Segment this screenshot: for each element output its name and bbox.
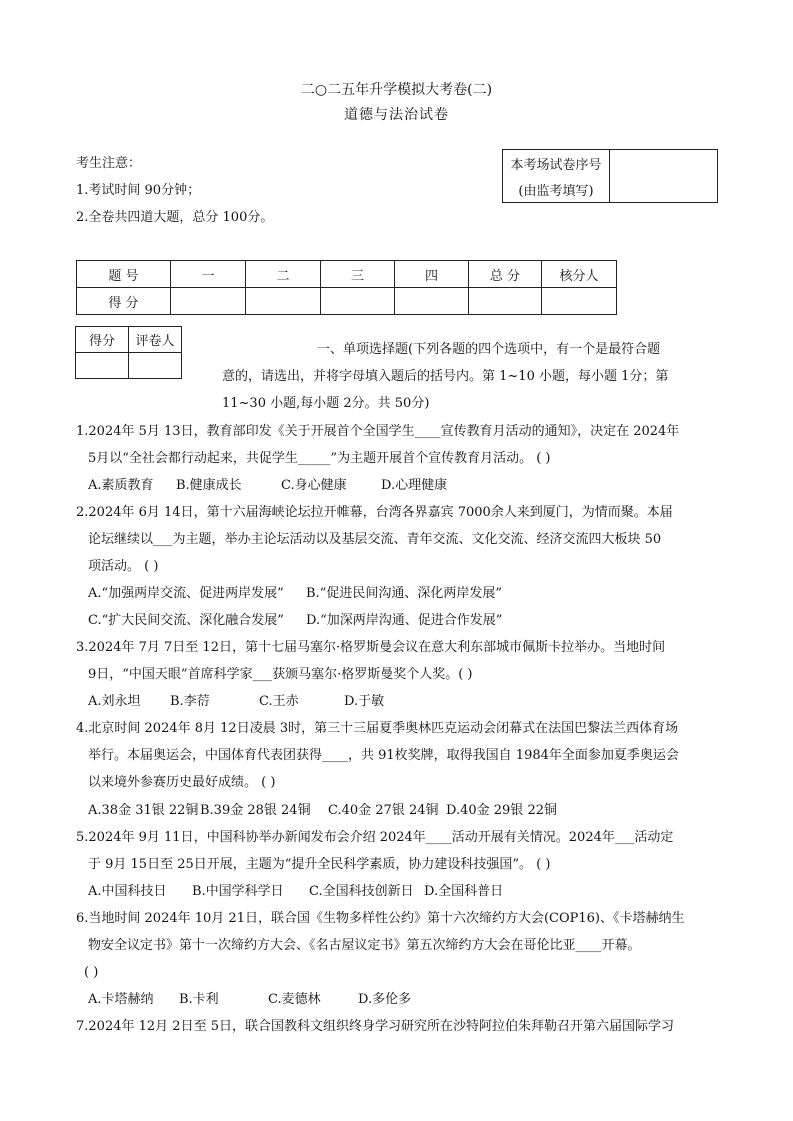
question-5-line: 5.2024年 9月 11日，中国科协举办新闻发布会介绍 2024年____活动开展有关情况。2024年___活动定 <box>76 830 674 845</box>
score-table <box>76 260 617 315</box>
option-b[interactable]: B.39金 28银 24铜 <box>200 803 311 818</box>
exam-subject: 道德与法治试卷 <box>344 107 449 123</box>
option-c[interactable]: C.40金 27银 24铜 <box>328 803 439 818</box>
question-2-line: 项活动。 ( ) <box>88 559 159 574</box>
option-b[interactable]: B.“促进民间沟通、深化两岸发展” <box>306 586 502 601</box>
score-header-cell: 题 号 <box>77 261 171 288</box>
score-header-cell: 一 <box>171 261 246 288</box>
score-cell[interactable] <box>171 288 246 315</box>
option-b[interactable]: B.健康成长 <box>176 478 242 493</box>
question-2-line: 论坛继续以___为主题，举办主论坛活动以及基层交流、青年交流、文化交流、经济交流四大板块 50 <box>88 532 662 547</box>
grader-score-field[interactable] <box>76 353 129 379</box>
question-2-options <box>88 584 502 604</box>
grader-name-label: 评卷人 <box>129 327 182 353</box>
question-4-line: 4.北京时间 2024年 8月 12日凌晨 3时，第三十三届夏季奥林匹克运动会闭幕式在法国巴黎法兰西体育场 <box>76 721 679 736</box>
section1-heading-line: 意的，请选出，并将字母填入题后的括号内。第 1~10 小题，每小题 1分；第 <box>222 369 669 384</box>
question-6-line: ( ) <box>84 965 99 980</box>
option-d[interactable]: D.心理健康 <box>381 478 448 493</box>
score-cell[interactable] <box>542 288 617 315</box>
option-c[interactable]: C.麦德林 <box>268 992 321 1007</box>
option-c[interactable]: C.身心健康 <box>281 478 347 493</box>
option-a[interactable]: A.刘永坦 <box>88 694 141 709</box>
score-header-cell: 二 <box>246 261 321 288</box>
score-cell[interactable] <box>395 288 469 315</box>
question-4-options <box>88 801 557 821</box>
serial-label-line1: 本考场试卷序号 <box>503 150 610 177</box>
option-d[interactable]: D.全国科普日 <box>424 884 504 899</box>
notice-item: 1.考试时间 90分钟； <box>76 183 201 198</box>
question-6-line: 物安全议定书》第十一次缔约方大会、《名古屋议定书》第五次缔约方大会在哥伦比亚____开幕。 <box>88 938 641 953</box>
question-4-line: 以来境外参赛历史最好成绩。 ( ) <box>88 775 276 790</box>
score-table-header-row <box>77 261 617 288</box>
score-header-cell: 总 分 <box>469 261 542 288</box>
question-3-options <box>88 692 384 712</box>
option-b[interactable]: B.中国学科学日 <box>192 884 284 899</box>
option-d[interactable]: D.“加深两岸沟通、促进合作发展” <box>306 613 503 628</box>
serial-number-box <box>502 149 718 203</box>
option-b[interactable]: B.李葕 <box>170 694 210 709</box>
option-d[interactable]: D.多伦多 <box>358 992 412 1007</box>
score-table-score-row <box>77 288 617 315</box>
option-b[interactable]: B.卡利 <box>179 992 219 1007</box>
notice-heading: 考生注意： <box>76 156 142 171</box>
option-a[interactable]: A.中国科技日 <box>88 884 167 899</box>
section1-heading-line: 一、单项选择题(下列各题的四个选项中，有一个是最符合题 <box>317 342 661 357</box>
question-5-options <box>88 882 503 902</box>
serial-number-field[interactable] <box>610 150 718 203</box>
score-header-cell: 四 <box>395 261 469 288</box>
score-cell[interactable] <box>246 288 321 315</box>
option-d[interactable]: D.40金 29银 22铜 <box>446 803 557 818</box>
option-a[interactable]: A.卡塔赫纳 <box>88 992 154 1007</box>
question-1-line: 5月以“全社会都行动起来，共促学生_____”为主题开展首个宣传教育月活动。 ( ) <box>88 451 551 466</box>
exam-title: 二○二五年升学模拟大考卷(二) <box>300 82 493 98</box>
option-c[interactable]: C.全国科技创新日 <box>309 884 414 899</box>
score-header-cell: 三 <box>321 261 395 288</box>
question-7-line: 7.2024年 12月 2日至 5日，联合国教科文组织终身学习研究所在沙特阿拉伯朱拜勒召开第六届国际学习 <box>76 1019 674 1034</box>
grader-box <box>75 326 182 379</box>
option-c[interactable]: C.王赤 <box>259 694 299 709</box>
option-a[interactable]: A.素质教育 <box>88 478 154 493</box>
question-2-options <box>88 611 502 631</box>
option-a[interactable]: A.38金 31银 22铜 <box>88 803 199 818</box>
score-row-label: 得 分 <box>77 288 171 315</box>
question-5-line: 于 9月 15日至 25日开展，主题为“提升全民科学素质，协力建设科技强国”。 ( ) <box>88 857 551 872</box>
option-a[interactable]: A.“加强两岸交流、促进两岸发展” <box>88 586 284 601</box>
option-d[interactable]: D.于敏 <box>344 694 385 709</box>
question-6-options <box>88 990 411 1010</box>
option-c[interactable]: C.“扩大民间交流、深化融合发展” <box>88 613 284 628</box>
serial-label-line2: (由监考填写) <box>503 176 610 203</box>
question-2-line: 2.2024年 6月 14日，第十六届海峡论坛拉开帷幕，台湾各界嘉宾 7000余人来到厦门，为情而聚。本届 <box>76 505 673 520</box>
question-3-line: 9日，“中国天眼”首席科学家___获颁马塞尔·格罗斯曼奖个人奖。( ) <box>88 667 473 682</box>
question-1-line: 1.2024年 5月 13日，教育部印发《关于开展首个全国学生____宣传教育月活动的通知》，决定在 2024年 <box>76 424 680 439</box>
grader-score-label: 得分 <box>76 327 129 353</box>
question-3-line: 3.2024年 7月 7日至 12日，第十七届马塞尔·格罗斯曼会议在意大利东部城市佩斯卡拉举办。当地时间 <box>76 640 666 655</box>
question-6-line: 6.当地时间 2024年 10月 21日，联合国《生物多样性公约》第十六次缔约方大会(COP16)、《卡塔赫纳生 <box>76 911 685 926</box>
question-1-options <box>88 476 447 496</box>
notice-item: 2.全卷共四道大题，总分 100分。 <box>76 210 274 225</box>
section1-heading-line: 11~30 小题,每小题 2分。共 50分) <box>222 396 430 411</box>
grader-name-field[interactable] <box>129 353 182 379</box>
question-4-line: 举行。本届奥运会，中国体育代表团获得____，共 91枚奖牌，取得我国自 1984年全面参加夏季奥运会 <box>88 748 679 763</box>
score-cell[interactable] <box>469 288 542 315</box>
score-header-cell: 核分人 <box>542 261 617 288</box>
score-cell[interactable] <box>321 288 395 315</box>
